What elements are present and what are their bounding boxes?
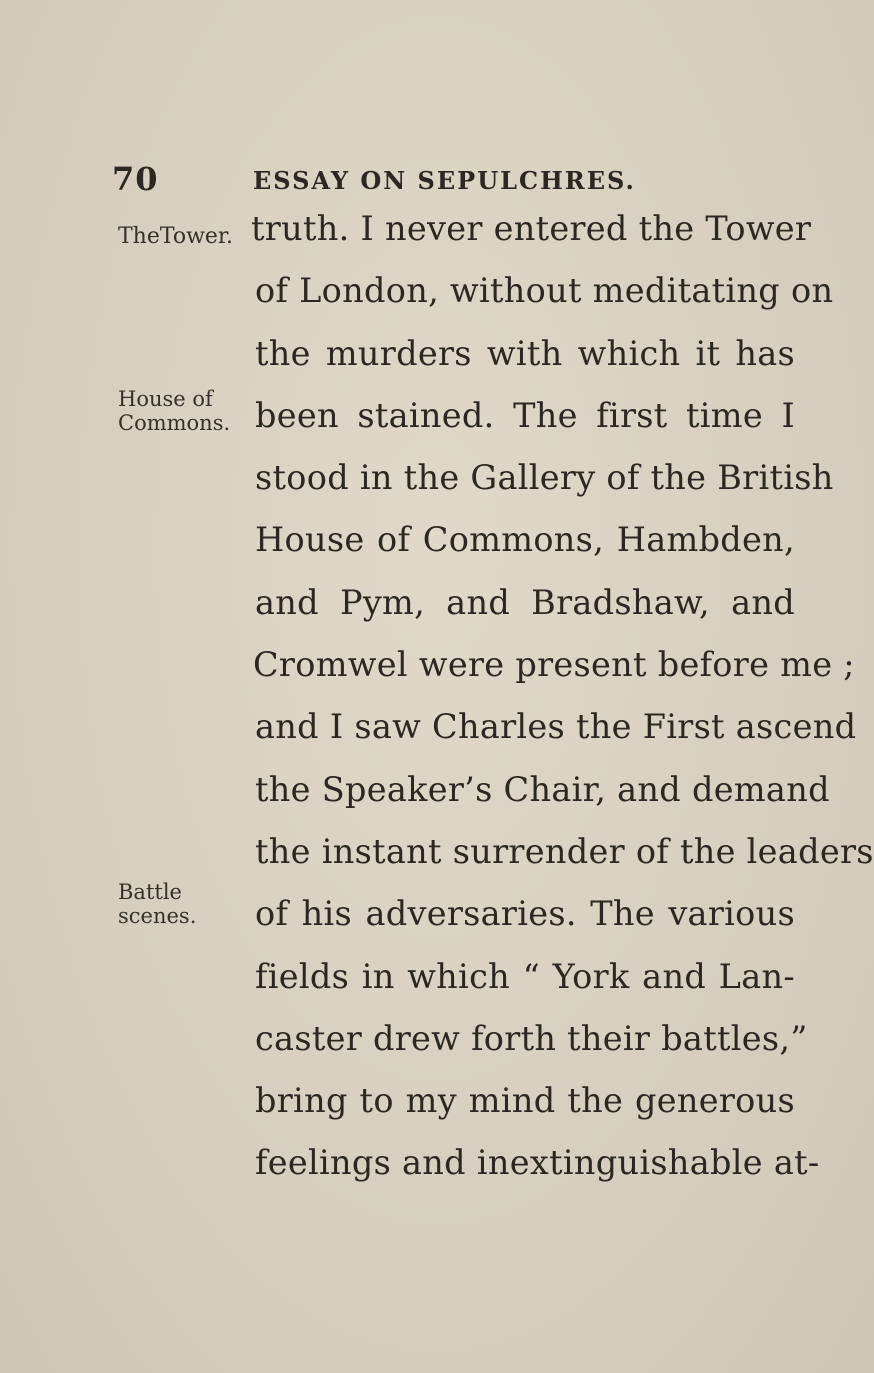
body-line: fields in which “ York and Lan- — [255, 956, 795, 996]
margin-note-commons — [118, 387, 230, 435]
body-line: of his adversaries. The various — [255, 894, 795, 934]
body-line: stood in the Gallery of the British — [255, 458, 834, 498]
margin-note-battle-line2: scenes. — [118, 904, 197, 928]
body-line: been stained. The first time I — [255, 395, 795, 435]
margin-note-battle-line1: Battle — [118, 880, 182, 904]
margin-note-battle — [118, 880, 196, 928]
page-number: 70 — [112, 160, 159, 198]
body-line: Cromwel were present before me ; — [253, 645, 855, 685]
body-line: bring to my mind the generous — [255, 1081, 795, 1121]
margin-note-tower — [118, 225, 233, 249]
body-line: House of Commons, Hambden, — [255, 520, 795, 560]
body-line: feelings and inextinguishable at- — [255, 1143, 820, 1183]
body-line: caster drew forth their battles,” — [255, 1018, 808, 1058]
body-line: truth. I never entered the Tower — [251, 209, 812, 248]
body-line: the Speaker’s Chair, and demand — [255, 769, 830, 809]
body-line: the instant surrender of the leaders — [255, 831, 874, 871]
margin-note-commons-line1: House of — [118, 387, 213, 411]
running-head: ESSAY ON SEPULCHRES. — [253, 166, 636, 195]
body-line: the murders with which it has — [255, 333, 795, 373]
margin-note-commons-line2: Commons. — [118, 411, 231, 435]
margin-note-tower-text: TheTower. — [118, 224, 234, 249]
body-line: and I saw Charles the First ascend — [255, 707, 857, 747]
body-text — [251, 198, 874, 1195]
body-line: and Pym, and Bradshaw, and — [255, 582, 795, 622]
body-line: of London, without meditating on — [255, 271, 834, 311]
